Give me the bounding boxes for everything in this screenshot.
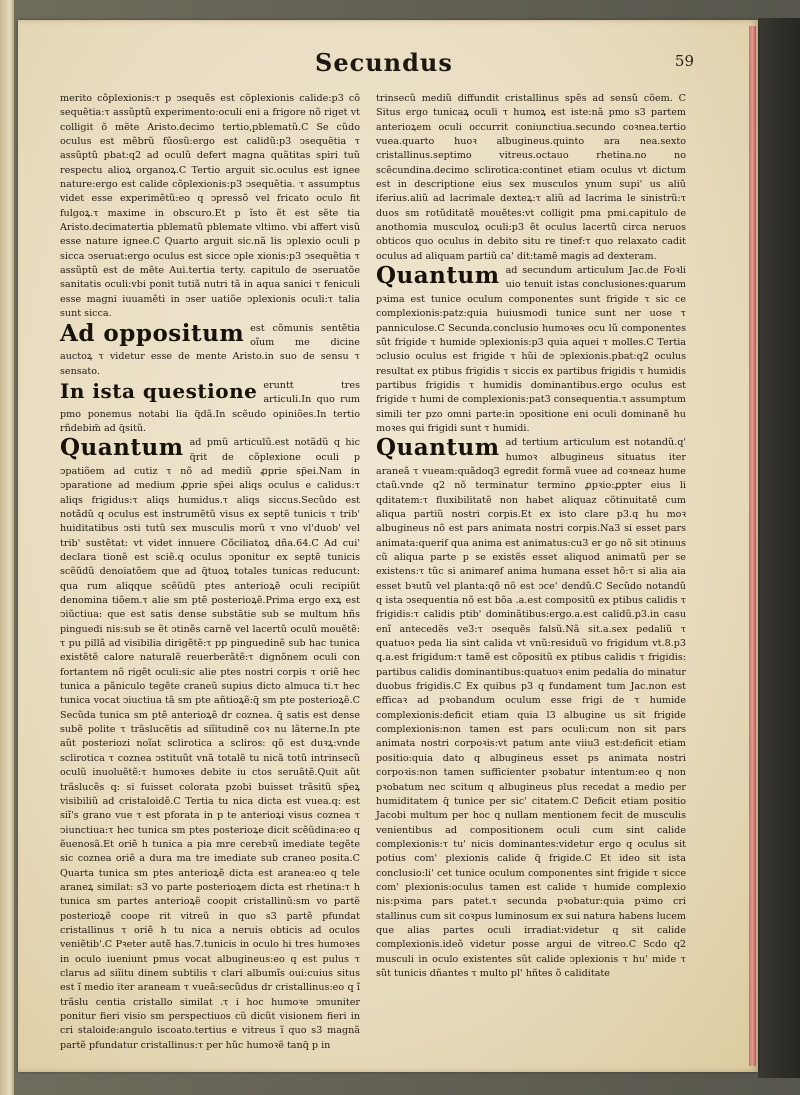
quantum-second-paragraph xyxy=(376,264,686,436)
in-ista-heading: In ista questione xyxy=(60,378,258,403)
quantum-second-heading: Quantum xyxy=(376,262,500,290)
quantum-first-heading: Quantum xyxy=(60,434,184,462)
red-page-edge xyxy=(749,26,756,1066)
right-text-column xyxy=(376,92,686,1032)
quantum-third-text: ad tertium articulum est notandũ.q' humoꝛ albugineus situatus iter araneã τ vueam:quãdoq3 egredit formã vuee ad coꝛneaz hume ctaũ.vnde q2 nõ terminatur termino ꝓpꝛio:ꝓpter eius li qditatem:τ fluxibilitatẽ non habet aliquaz cõtinuitatẽ cum aliqua partiũ nostri corpis.Et ex isto clare p3.q hu moꝛ albugineus nõ est pars animata nostri corpis.Na3 si esset pars animata:querif qua anima est animatus:cu3 er go nõ sit ↄtinuus cũ aliqua parte p se existẽs esset aliquod animatũ per se existens:τ tũc si animaref anima humana esset hõ:τ si alia aia esset bꝛutũ vel planta:qõ nõ est ↄce' dendũ.C Secũdo notandũ q ista ↄsequentia nõ est bõa .a.est compositũ ex ptibus calidis τ frigidis:τ calidis ptib' dominãtibus:ergo.a.est calidũ.p3.in casu enĩ antecedẽs ve3:τ ↄsequẽs falsũ.Nã sit.a.sex pedaliũ τ quatuoꝛ peda lia sint calida vt vnũ:residuũ vo frigidum vt.8.p3 q.a.est frigidum:τ tamẽ est cõpositũ ex ptibus calidis τ frigidis: partibus calidis dominantibus:quatuoꝛ enim pedalia do minatur duobus frigidis.C Ex quibus p3 q fundament tum Jac.non est efficaꝛ ad pꝛobandum oculum esse frigi de τ humide complexionis:deficit etiam quia l3 albugine us sit frigide complexionis:non tamen est pars oculi:cum non sit pars animata nostri corpoꝛis:vt patum ante viiu3 est:deficit etiam positio:quia dato q albugineus esset ps animata nostri corpoꝛis:non tamen sufficienter pꝛobatur intentum:eo q non pꝛobatum nec scitum q albugineus plus recedat a medio per humiditatem q̃ tunice per sic' citatem.C Deficit etiam positio Jacobi multum per hoc q nullam mentionem fecit de musculis venientibus ad compositionem oculi cum sint calide complexionis:τ tu' nicis dominantes:videtur ergo q oculus sit potius com' plexionis calide q̃ frigide.C Et ideo sit ista conclusio:li' cet tunice oculum componentes sint frigide τ sicce com' plexionis:oculus tamen est calide τ humide complexio nis:pꝛima pars patet.τ secunda pꝛobatur:quia pꝛimo cri stallinus cum sit coꝛpus luminosum ex sui natura habens lucem que alias partes oculi irradiat:videtur q sit calide complexionis.ideõ videtur posse argui de vitreo.C Scdo q2 musculi in oculo existentes sũt calide ↄplexionis τ hu' mide τ sũt tunicis dñantes τ multo pl' hñtes õ caliditate xyxy=(376,437,686,979)
ad-oppositum-heading: Ad oppositum xyxy=(60,319,245,347)
book-cover-edge xyxy=(758,18,800,1078)
in-ista-text: eruntt tres articuli.In quo rum pmo ponemus notabi lia q̃dã.In scẽudo opiniões.In tertio rñdebim̃ ad q̃sitũ. xyxy=(60,379,360,434)
quantum-second-text: ad secundum articulum Jac.de Foꝛli uio tenuit istas conclusiones:quarum pꝛima est tunice oculum componentes sunt frigide τ sic ce complexionis:patz:quia huiusmodi tunice sunt ner uose τ panniculose.C Secunda.conclusio humoꝛes ocu lũ componentes sũt frigide τ humide ↄplexionis:p3 quia aquei τ molles.C Tertia ↄclusio oculus est frigide τ hũi de ↄplexionis.pbat:q2 oculus resultat ex ptibus frigidis τ siccis ex partibus frigidis τ humidis partibus frigidis τ humidis dominantibus.ergo oculus est frigide τ humi de complexionis:pat3 consequentia.τ assumptum simili ter pzo omni parte:in ↄpositione eni oculi dominanẽ hu moꝛes qui frigidi sunt τ humidi. xyxy=(376,265,687,434)
in-ista-paragraph xyxy=(60,379,360,436)
page-header xyxy=(60,44,720,84)
ad-oppositum-paragraph xyxy=(60,319,360,379)
quantum-third-paragraph xyxy=(376,436,686,981)
left-text-column xyxy=(60,92,360,1051)
quantum-first-text: ad pmũ articulũ.est notãdũ q hic q̃rit de cõplexione oculi p ↄpatiõem ad cutiz τ nõ ad mediũ ꝓprie sp̃ei.Nam in ↄparatione ad medium ꝓprie sp̃ei aliqs oculus e calidus:τ aliqs frigidus:τ aliqs humidus.τ aliqs siccus.Secũdo est notãdũ q oculus est instrumẽtũ visus ex septẽ tunicis τ trib' huiditatibus ↄsti tutũ sex musculis morũ τ vno vl'duob' vel trib' sustẽtat: vt videt innuere Cõciliatoꝝ dña.64.C Ad cui' declara tionẽ est sciẽ.q oculus ↄponitur ex septẽ tunicis scẽũdũ denoiatõem que ad q̃tuoꝝ totales tunicas reducunt: qua rum aliqque scẽũdũ ptes anterioꝝẽ oculi recipiũt denomina tiõem.τ alie sm ptẽ posterioꝝẽ.Prima ergo exꝝ est ↄiũctiua: que est satis dense substãtie sub se multum hñs pinguedi nis:sub se ẽt ↄtinẽs carnẽ vel lacertũ oculũ mouẽtẽ: τ pu pillã ad visibilia dirigẽtẽ:τ pp pinguedinẽ sub hac tunica existẽtẽ calore naturalẽ reuerberãtẽ:τ dignõnem oculi con fortantem nõ rigẽt oculi:sic alie ptes nostri corpis τ oriẽ hec tunica a pãniculo tegẽte craneũ supius dicto almuca ti.τ hec tunica vocat ↄiuctiua tã sm pte añtioꝝẽ:q̃ sm pte posterioꝝẽ.C Secũda tunica sm ptẽ anterioꝝẽ dr coznea. q̃ satis est dense subẽ polite τ trãslucẽtis ad siĩitudinẽ coꝛ nu lãterne.In pte aũt posteriozi noĩat sclirotica a scliros: qõ est duꝛꝝ:vnde sclirotica τ coznea ↄstituũt vnã totalẽ tu nicã totũ intrinsecũ oculũ inuoluẽtẽ:τ humoꝛes debite iu ctos seruãtẽ.Quit aũt trãslucẽs q: si fuisset colorata pzobi buisset trãsitũ sp̃eꝝ visibiliũ ad cristaloidẽ.C Tertia tu nica dicta est vuea.q: est siĩ's grano vue τ est pforata in p te anterioꝝi visus coznea τ ↄiunctiua:τ hec tunica sm ptes posterioꝝe dicit scẽũdina:eo q ẽuenosã.Et oriẽ h tunica a pia mre cerebꝛũ imediate tegẽte sic coznea oriẽ a dura ma tre imediate sub craneo posita.C Quarta tunica sm ptes anterioꝝẽ dicta est aranea:eo q tele araneꝝ similat: s3 vo parte posterioꝝem dicta est rhetina:τ h tunica sm partes anterioꝝẽ coopit cristallinũ:sm vo partẽ posterioꝝẽ coope rit vitreũ in quo s3 partẽ pfundat cristallinus τ oriẽ h tu nica a neruis obticis ad oculos veniẽtib'.C Pꝛeter autẽ has.7.tunicis in oculo hi tres humoꝛes in oculo iueniunt pmus vocat albugineus:eo q est pulus τ clarus ad siĩitu dinem subtilis τ clari albumĩs oui:cuius situs est ĩ medio iter araneam τ vueã:secũdus dr cristallinus:eo q ĩ trãslu centia cristallo similat .τ i hoc humoꝛe ↄmuniter ponitur fieri visio sm perspectiuos cũ dicũt visionem fieri in cri staloide:angulo iscoato.tertius e vitreus ĩ quo s3 magnã partẽ pfundatur cristallinus:τ per hũc humoꝛẽ tanq̃ p in xyxy=(60,437,360,1051)
ad-oppositum-text: est cõmunis sentẽtia oĩum me dicine auctoꝝ τ videtur esse de mente Aristo.in suo de sensu τ sensato. xyxy=(60,322,360,377)
facing-page-edge xyxy=(0,0,14,1095)
folio-number: 59 xyxy=(674,52,694,70)
left-intro-paragraph: merito cõplexionis:τ p ↄsequẽs est cõplexionis calide:p3 cõ sequẽtia:τ assũptũ experimento:oculi eni a frigore nõ riget vt colligit õ mẽte Aristo.decimo tertio,pblematũ.C Se cũdo oculus est mẽbrũ fũosũ:ergo est calidũ:p3 ↄsequẽtia τ assũptũ pbat:q2 ad oculũ defert magna quãtitas spiri tuũ respectu alioꝝ organoꝝ.C Tertio arguit sic.oculus est ignee nature:ergo est calide cõplexionis:p3 ↄsequẽtia. τ assumptus videt esse experimẽtũ:eo q ↄpressõ vel fricato oculo fit fulgoꝝ.τ maxime in obscuro.Et p ĩsto ẽt est sẽte tia Aristo.decimatertia pblematũ pblemate vltimo. vbi affert visũ esse nature ignee.C Quarto arguit sic.nã lis ↄplexio oculi p sicca ↄseruat:ergo oculus est sicce ↄple xionis:p3 ↄsequẽtia τ assũptũ est de mẽte Aui.tertia terty. capitulo de ↄseruatõe sanitatis oculi:vbi ponit tutiã nutri tã in aqua sanici τ feniculi esse magni iuuamẽti in ↄser uatiõe ↄplexionis oculi:τ talia sunt sicca. xyxy=(60,93,360,320)
running-title: Secundus xyxy=(315,48,453,77)
quantum-third-heading: Quantum xyxy=(376,434,500,462)
right-intro-paragraph: trinsecũ mediũ diffundit cristallinus spẽs ad sensũ cõem. C Situs ergo tunicaꝝ oculi τ humoꝝ est iste:nã pmo s3 partem anterioꝝem oculi occurrit coniunctiua.secundo coꝛnea.tertio vuea.quarto huoꝛ albugineus.quinto ara nea.sexto cristallinus.septimo vitreus.octauo rhetina.no no scẽcundina.decimo sclirotica:continet etiam oculus vt dictum est in descriptione eius sex musculos ynum supi' us aliũ iferius.aliũ ad lacrimale dexteꝝ:τ aliũ ad lacrima le sinistrũ:τ duos sm rotũditatẽ mouẽtes:vt colligit pma pmi.capitulo de anothomia musculoꝝ oculi:p3 ẽt oculus lacertũ circa neruos obticos quo oculus in debito situ re tinef:τ quo relaxato cadit oculus ad aliquam partiũ ca' dit:tamẽ magis ad dexteram. xyxy=(376,93,686,262)
quantum-first-paragraph xyxy=(60,436,360,1053)
